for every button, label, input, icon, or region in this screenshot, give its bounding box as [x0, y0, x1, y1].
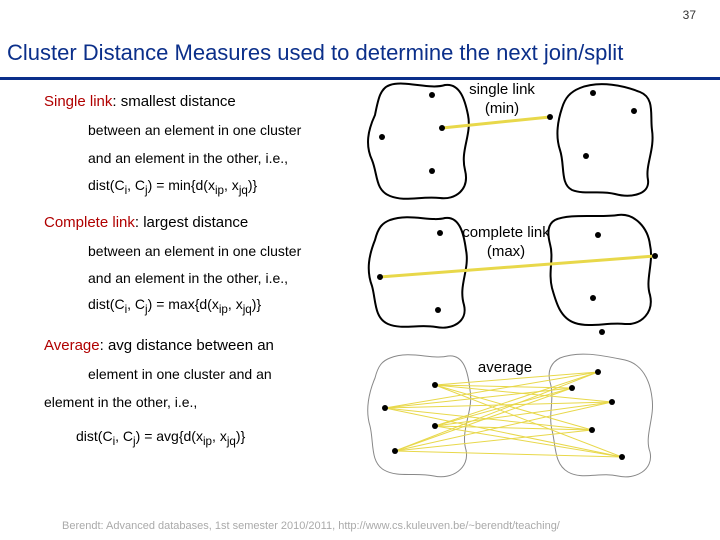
cluster-blob [557, 84, 652, 195]
single-link-term: Single link [44, 93, 113, 110]
formula-subscript: ip [214, 183, 225, 197]
formula-part: )} [247, 177, 258, 193]
data-point [595, 232, 601, 238]
data-point [429, 168, 435, 174]
formula-part: , C [127, 296, 146, 312]
data-point [590, 90, 596, 96]
formula-part: , x [227, 296, 243, 312]
data-point [599, 329, 605, 335]
complete-link-line-3: and an element in the other, i.e., [88, 270, 289, 286]
formula-part: , x [212, 428, 227, 444]
slide-title: Cluster Distance Measures used to determine the next join/split [7, 40, 624, 65]
formula-part: , x [224, 177, 239, 193]
average-term: Average [44, 337, 100, 354]
data-point [392, 448, 398, 454]
formula-subscript: i [112, 434, 116, 448]
cluster-diagram [360, 80, 720, 520]
formula-subscript: jq [226, 434, 236, 448]
complete-link-caption-line-1: complete link [462, 224, 550, 241]
data-point [439, 125, 445, 131]
single-link-line-3: and an element in the other, i.e., [88, 150, 289, 166]
data-point [619, 454, 625, 460]
average-caption [460, 358, 550, 377]
average-formula [76, 428, 245, 448]
formula-part: , C [127, 177, 146, 193]
data-point [569, 385, 575, 391]
data-point [590, 295, 596, 301]
average-caption-line: average [477, 359, 533, 376]
single-link-caption-line-1: single link [469, 81, 535, 98]
data-point [631, 108, 637, 114]
single-link-formula [88, 177, 257, 197]
complete-link-caption-line-2: (max) [486, 243, 526, 260]
average-definition: : avg distance between an [99, 337, 274, 354]
complete-link-line-2: between an element in one cluster [88, 243, 302, 259]
cluster-figure [360, 80, 720, 520]
formula-subscript: i [124, 183, 128, 197]
formula-part: ) = avg{d(x [135, 428, 203, 444]
data-point [583, 153, 589, 159]
formula-subscript: jq [242, 302, 252, 316]
formula-subscript: j [133, 434, 136, 448]
formula-part: ) = min{d(x [147, 177, 215, 193]
data-point [382, 405, 388, 411]
single-link-line-2: between an element in one cluster [88, 122, 302, 138]
complete-link-heading [44, 214, 248, 231]
complete-link-formula [88, 296, 261, 316]
complete-link-term: Complete link [44, 214, 135, 231]
formula-part: dist(C [88, 296, 125, 312]
data-point [437, 230, 443, 236]
single-link-definition: : smallest distance [112, 93, 236, 110]
single-link-heading [44, 93, 236, 110]
formula-subscript: i [124, 302, 128, 316]
page-number: 37 [682, 8, 696, 22]
data-point [609, 399, 615, 405]
data-point [429, 92, 435, 98]
complete-link-caption [450, 223, 562, 261]
complete-link-definition: : largest distance [134, 214, 249, 231]
formula-part: ) = max{d(x [147, 296, 219, 312]
footer-citation: Berendt: Advanced databases, 1st semester 2010/2011, http://www.cs.kuleuven.be/~berendt/teaching/ [62, 520, 560, 532]
data-point [595, 369, 601, 375]
data-point [652, 253, 658, 259]
data-point [377, 274, 383, 280]
single-link-caption [452, 80, 552, 118]
cluster-blob [548, 215, 651, 325]
data-point [379, 134, 385, 140]
formula-part: dist(C [76, 428, 113, 444]
average-heading [44, 337, 274, 354]
data-point [435, 307, 441, 313]
formula-subscript: jq [238, 183, 248, 197]
single-link-caption-line-2: (min) [484, 100, 520, 117]
formula-part: dist(C [88, 177, 125, 193]
data-point [432, 423, 438, 429]
formula-subscript: ip [202, 434, 213, 448]
data-point [589, 427, 595, 433]
data-point [432, 382, 438, 388]
formula-part: )} [251, 296, 262, 312]
formula-part: )} [235, 428, 246, 444]
formula-subscript: j [145, 183, 148, 197]
average-line-2: element in one cluster and an [88, 366, 272, 382]
formula-part: , C [115, 428, 134, 444]
formula-subscript: j [145, 302, 148, 316]
average-line-3: element in the other, i.e., [44, 394, 198, 410]
formula-subscript: ip [218, 302, 228, 316]
